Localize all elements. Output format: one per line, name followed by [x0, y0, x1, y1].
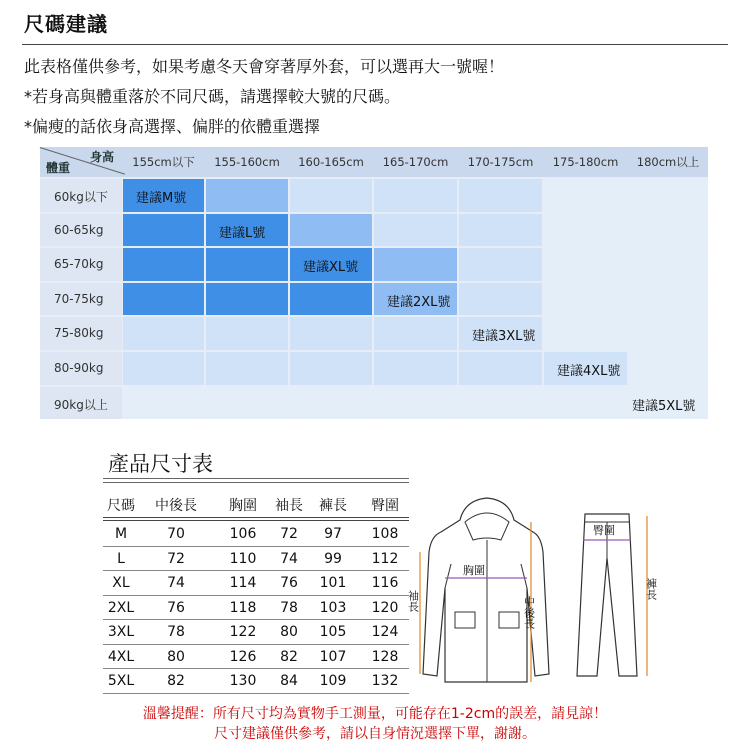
table-cell: 74 [167, 575, 185, 591]
height-header: 165-170cm [382, 155, 449, 169]
table-cell: 126 [229, 648, 257, 665]
grid-cell [544, 317, 627, 350]
grid-cell [629, 179, 707, 212]
table-cell: 84 [280, 673, 298, 689]
table-cell: 103 [319, 599, 347, 616]
grid-cell [544, 179, 627, 212]
table-cell: 78 [280, 599, 298, 616]
table-cell: 99 [324, 550, 342, 567]
grid-cell [206, 283, 288, 316]
column-header: 袖長 [275, 498, 303, 514]
grid-cell [544, 283, 627, 316]
table-cell: 80 [167, 648, 185, 665]
grid-cell [290, 387, 372, 420]
grid-cell [290, 283, 372, 316]
height-header: 160-165cm [298, 155, 364, 169]
weight-label: 90kg以上 [54, 397, 108, 412]
table-cell: XL [112, 575, 130, 591]
weight-label: 80-90kg [54, 361, 104, 375]
grid-cell [123, 387, 204, 420]
grid-cell [206, 179, 288, 212]
column-header: 胸圍 [229, 498, 257, 514]
table-cell: 101 [319, 575, 347, 591]
height-header: 180cm以上 [636, 155, 700, 169]
table-cell: 76 [167, 599, 185, 616]
table-row [103, 596, 409, 621]
table-cell: 105 [319, 624, 347, 640]
table-cell: 70 [167, 526, 185, 542]
grid-cell [123, 248, 204, 281]
table-row [103, 571, 409, 596]
chest-label: 胸圍 [463, 564, 485, 577]
grid-cell [374, 248, 457, 281]
table-cell: 82 [280, 648, 298, 665]
grid-cell [374, 352, 457, 385]
table-cell: 114 [229, 575, 257, 591]
size-suggestion: 建議M號 [136, 191, 187, 206]
note-1: 此表格僅供參考，如果考慮冬天會穿著厚外套，可以選再大一號喔！ [24, 57, 505, 76]
grid-cell [629, 317, 707, 350]
table-cell: 128 [371, 648, 399, 665]
table-cell: 5XL [107, 673, 135, 689]
product-size-card [75, 420, 677, 695]
grid-cell [123, 352, 204, 385]
size-suggestion: 建議L號 [219, 225, 266, 241]
table-cell: 132 [371, 673, 399, 689]
size-table [103, 490, 409, 694]
title-rule [103, 482, 409, 483]
size-suggestion: 建議4XL號 [557, 364, 621, 379]
height-header: 170-175cm [467, 155, 534, 169]
table-cell: 130 [229, 673, 257, 689]
grid-cell [206, 352, 288, 385]
corner-height-label: 身高 [90, 150, 115, 164]
table-cell: 110 [229, 550, 257, 567]
hip-label: 臀圍 [593, 524, 615, 537]
back-length-label: 中後長 [522, 596, 536, 629]
pants-length-label: 褲長 [644, 578, 658, 600]
table-cell: 4XL [107, 648, 135, 665]
weight-label: 70-75kg [54, 291, 104, 306]
grid-cell [629, 283, 707, 316]
table-cell: 109 [319, 673, 347, 689]
grid-cell [123, 283, 204, 316]
table-cell: 72 [280, 526, 298, 542]
size-suggestion: 建議2XL號 [387, 294, 451, 310]
grid-cell [374, 317, 457, 350]
grid-cell [123, 214, 204, 247]
grid-cell [374, 387, 457, 420]
grid-cell [374, 214, 457, 247]
weight-label: 60-65kg [54, 222, 104, 237]
table-cell: 108 [371, 526, 399, 542]
grid-cell [544, 248, 627, 281]
table-row [103, 669, 409, 694]
warning-2: 尺寸建議僅供參考，請以自身情況選擇下單，謝謝。 [214, 726, 536, 742]
table-cell: 122 [229, 624, 257, 640]
grid-cell [123, 317, 204, 350]
height-header: 155-160cm [214, 155, 280, 169]
size-suggestion: 建議XL號 [303, 260, 359, 276]
table-cell: 82 [167, 673, 185, 689]
height-header: 155cm以下 [132, 155, 195, 169]
grid-cell [629, 214, 707, 247]
weight-label: 60kg以下 [54, 190, 108, 204]
table-row [103, 547, 409, 572]
grid-cell [459, 214, 542, 247]
column-header: 尺碼 [107, 498, 135, 514]
table-cell: L [117, 550, 125, 567]
table-cell: 76 [280, 575, 298, 591]
table-row [103, 645, 409, 670]
table-cell: 2XL [107, 599, 135, 616]
grid-cell [459, 283, 542, 316]
grid-cell [290, 179, 372, 212]
size-table-header [103, 490, 409, 518]
weight-label: 65-70kg [54, 257, 104, 272]
table-cell: 3XL [107, 624, 135, 640]
table-cell: M [114, 526, 128, 542]
corner-weight-label: 體重 [46, 161, 71, 175]
table-cell: 120 [371, 599, 399, 616]
garment-diagram [406, 492, 715, 692]
table-cell: 106 [229, 526, 257, 542]
height-header: 175-180cm [552, 155, 619, 169]
weight-label: 75-80kg [54, 326, 104, 341]
grid-cell [459, 387, 542, 420]
grid-cell [544, 214, 627, 247]
table-cell: 80 [280, 624, 298, 640]
size-recommendation-grid [40, 147, 708, 419]
grid-cell [459, 248, 542, 281]
grid-cell [544, 387, 627, 420]
column-header: 中後長 [155, 498, 197, 514]
table-cell: 116 [371, 575, 399, 591]
size-suggestion: 建議3XL號 [472, 329, 536, 345]
table-cell: 112 [371, 550, 399, 567]
sleeve-label: 袖長 [406, 590, 420, 612]
grid-cell [290, 214, 372, 247]
size-table-title: 產品尺寸表 [108, 452, 213, 476]
grid-cell [459, 352, 542, 385]
table-cell: 97 [324, 526, 342, 542]
table-cell: 124 [371, 624, 399, 640]
title-rule [103, 478, 409, 479]
warning-1: 溫馨提醒：所有尺寸均為實物手工測量，可能存在1-2cm的誤差，請見諒！ [142, 706, 608, 722]
grid-cell [374, 179, 457, 212]
grid-cell [290, 317, 372, 350]
grid-cell [629, 352, 707, 385]
column-header: 臀圍 [371, 498, 399, 514]
grid-cell [629, 248, 707, 281]
table-cell: 107 [319, 648, 347, 665]
title-divider [22, 44, 728, 45]
grid-cell [206, 387, 288, 420]
table-cell: 78 [167, 624, 185, 640]
grid-cell [206, 248, 288, 281]
grid-cell [206, 317, 288, 350]
table-cell: 72 [167, 550, 185, 567]
size-suggestion: 建議5XL號 [632, 398, 696, 414]
grid-cell [290, 352, 372, 385]
column-header: 褲長 [319, 498, 347, 514]
note-3: *偏瘦的話依身高選擇、偏胖的依體重選擇 [24, 117, 321, 136]
note-2: *若身高與體重落於不同尺碼，請選擇較大號的尺碼。 [24, 87, 401, 106]
table-row [103, 522, 409, 547]
table-row [103, 620, 409, 645]
jacket-outline [423, 498, 549, 682]
page-title: 尺碼建議 [24, 12, 108, 36]
table-cell: 74 [280, 550, 298, 567]
table-cell: 118 [229, 599, 257, 616]
grid-cell [459, 179, 542, 212]
